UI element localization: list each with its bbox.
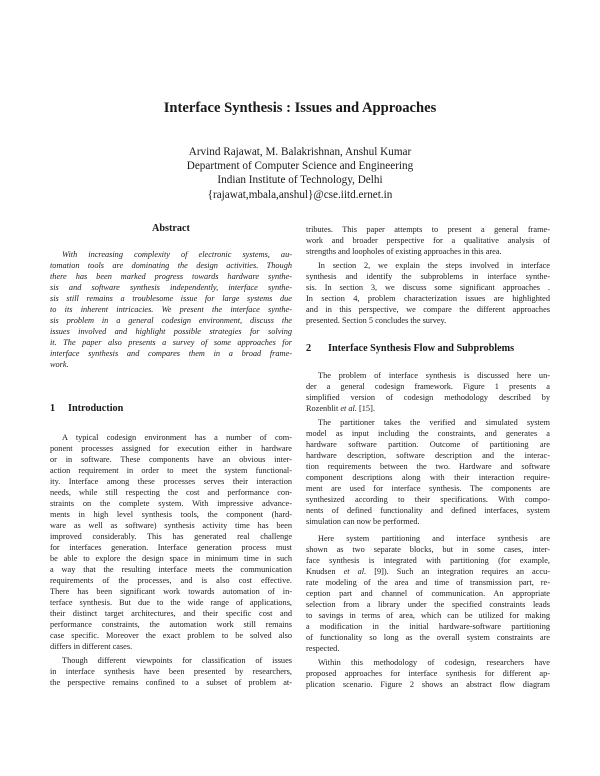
author-institute: Indian Institute of Technology, Delhi xyxy=(217,174,383,187)
body-line: the perspective remains confined to a subset of problem at- xyxy=(50,678,292,687)
body-line: be able to explore the design space in minimum time in such xyxy=(50,554,292,563)
abstract-line: tomation tools are dominating the design activities. Though xyxy=(50,261,292,270)
body-line: for interfaces generation. Interface generation process must xyxy=(50,543,292,552)
text-run: Rozenblit xyxy=(306,404,341,413)
abstract-heading: Abstract xyxy=(152,223,190,234)
body-line: ception part and channel of communication. An appropriate xyxy=(306,589,550,598)
abstract-line: to its inherent intricacies. We present the interface synthe- xyxy=(50,305,292,314)
body-line: In section 4, problem characterization issues are highlighted xyxy=(306,294,550,303)
text-run: [9]). Such an integration requires an accu- xyxy=(366,567,550,576)
body-line: improved considerably. This has generated real challenge xyxy=(50,532,292,541)
abstract-line: there has been marked progress towards hardware synthe- xyxy=(50,272,292,281)
body-line: selection from a library under the specified constraints leads xyxy=(306,600,550,609)
body-line: of functionality so long as the overall system constraints are xyxy=(306,633,550,642)
body-line: plication scenario. Figure 2 shows an abstract flow diagram xyxy=(306,680,550,689)
body-line: ment are used for interface synthesis. The components are xyxy=(306,484,550,493)
body-line: action requirement in order to meet the system functional- xyxy=(50,466,292,475)
body-line: respected. xyxy=(306,644,340,653)
body-line: a modification in the initial hardware-software partitioning xyxy=(306,622,550,631)
abstract-line: issues involved and highlight possible strategies for solving xyxy=(50,327,292,336)
body-line: hardware description, software description and the interac- xyxy=(306,451,550,460)
text-run-italic: et al. xyxy=(340,404,357,413)
paper-title: Interface Synthesis : Issues and Approaches xyxy=(163,100,437,116)
section-1-title: Introduction xyxy=(68,403,124,414)
body-line-citation xyxy=(306,403,550,414)
body-line: synthesis and identify the subproblems in interface synthe- xyxy=(306,272,550,281)
body-line: strengths and loopholes of existing approaches in this area. xyxy=(306,247,502,256)
body-line: to savings in terms of area, which can be utilized for making xyxy=(306,611,550,620)
body-line: performance constraints, the automation work still remains xyxy=(50,620,292,629)
body-line: differs in different cases. xyxy=(50,642,133,651)
body-line: synthesized according to their specifications. With compo- xyxy=(306,495,550,504)
abstract-line: interface synthesis and compares them in a broad frame- xyxy=(50,349,292,358)
body-line: straints on the complete system. With impressive advance- xyxy=(50,499,292,508)
body-line: ity. Interface among these processes serves their interaction xyxy=(50,477,292,486)
body-line: proposed approaches for interface synthesis for different ap- xyxy=(306,669,550,678)
body-line: and in this perspective, we compare the different approaches xyxy=(306,305,550,314)
body-line: The partitioner takes the verified and simulated system xyxy=(318,418,550,427)
author-block xyxy=(0,145,600,202)
body-line: A typical codesign environment has a number of com- xyxy=(62,433,292,442)
text-run: Knudsen xyxy=(306,567,344,576)
body-line: work and broader perspective for a qualitative analysis of xyxy=(306,236,550,245)
body-line: In section 2, we explain the steps involved in interface xyxy=(318,261,550,270)
body-line: in interface synthesis have been presented by researchers, xyxy=(50,667,292,676)
abstract-line: sis and software synthesis independently, interface synthe- xyxy=(50,283,292,292)
abstract-line: sis problem in a general codesign environment, discuss the xyxy=(50,316,292,325)
section-1-heading xyxy=(50,403,292,414)
body-line: terface synthesis. But due to the wide range of applications, xyxy=(50,598,292,607)
body-line: simulation can now be performed. xyxy=(306,517,420,526)
body-line: rate modeling of the area and time of transmission part, re- xyxy=(306,578,550,587)
section-2-heading xyxy=(306,343,550,354)
body-line: a way that the resulting interface meets the communication xyxy=(50,565,292,574)
body-line: ments in high level synthesis tools, the component (hard- xyxy=(50,510,292,519)
author-email: {rajawat,mbala,anshul}@cse.iitd.ernet.in xyxy=(207,188,393,201)
body-line: tion requirements between the two. Hardware and software xyxy=(306,462,550,471)
author-department: Department of Computer Science and Engineering xyxy=(186,160,414,173)
body-line: needs, while still respecting the cost and performance con- xyxy=(50,488,292,497)
body-line: case specific. Moreover the exact problem to be solved also xyxy=(50,631,292,640)
body-line: face synthesis is integrated with partitioning (for example, xyxy=(306,556,550,565)
body-line: hardware software partition. Outcome of partitioning are xyxy=(306,440,550,449)
body-line: simplified version of codesign methodology described by xyxy=(306,393,550,402)
body-line: Here system partitioning and interface synthesis are xyxy=(318,534,550,543)
body-line: their distinct target architectures, and their specific cost and xyxy=(50,609,292,618)
body-line: shown as two separate blocks, but in some cases, inter- xyxy=(306,545,550,554)
section-1-number: 1 xyxy=(50,403,56,414)
abstract-line: it. The paper also presents a survey of some approaches for xyxy=(50,338,292,347)
body-line: presented. Section 5 concludes the survey. xyxy=(306,316,447,325)
text-run: [15]. xyxy=(356,404,375,413)
body-line: There has been significant work towards automation of in- xyxy=(50,587,292,596)
body-line: Within this methodology of codesign, researchers have xyxy=(318,658,550,667)
body-line: model as input including the constraints, and generates a xyxy=(306,429,550,438)
abstract-line: sis still remains a troublesome issue for large systems due xyxy=(50,294,292,303)
body-line: Though different viewpoints for classification of issues xyxy=(62,656,292,665)
body-line: requirements of the processes, and is also cost effective. xyxy=(50,576,292,585)
body-line: component descriptions along with their interaction require- xyxy=(306,473,550,482)
body-line: ware as well as software) synthesis activity time has been xyxy=(50,521,292,530)
body-line: der a general codesign framework. Figure 1 presents a xyxy=(306,382,550,391)
body-line: ponent processes assigned for execution either in hardware xyxy=(50,444,292,453)
body-line: or in software. These components have an obvious inter- xyxy=(50,455,292,464)
text-run-italic: et al. xyxy=(343,567,367,576)
section-2-number: 2 xyxy=(306,343,312,354)
body-line: nents of defined functionality and defined interfaces, system xyxy=(306,506,550,515)
body-line: sis. In section 3, we discuss some significant approaches . xyxy=(306,283,550,292)
body-line: tributes. This paper attempts to present a general frame- xyxy=(306,225,550,234)
body-line: The problem of interface synthesis is discussed here un- xyxy=(318,371,550,380)
section-2-title: Interface Synthesis Flow and Subproblems xyxy=(328,343,515,354)
abstract-line: work. xyxy=(50,360,69,369)
author-names: Arvind Rajawat, M. Balakrishnan, Anshul Kumar xyxy=(188,146,412,158)
body-line-citation xyxy=(306,566,550,577)
abstract-line: With increasing complexity of electronic systems, au- xyxy=(62,250,292,259)
